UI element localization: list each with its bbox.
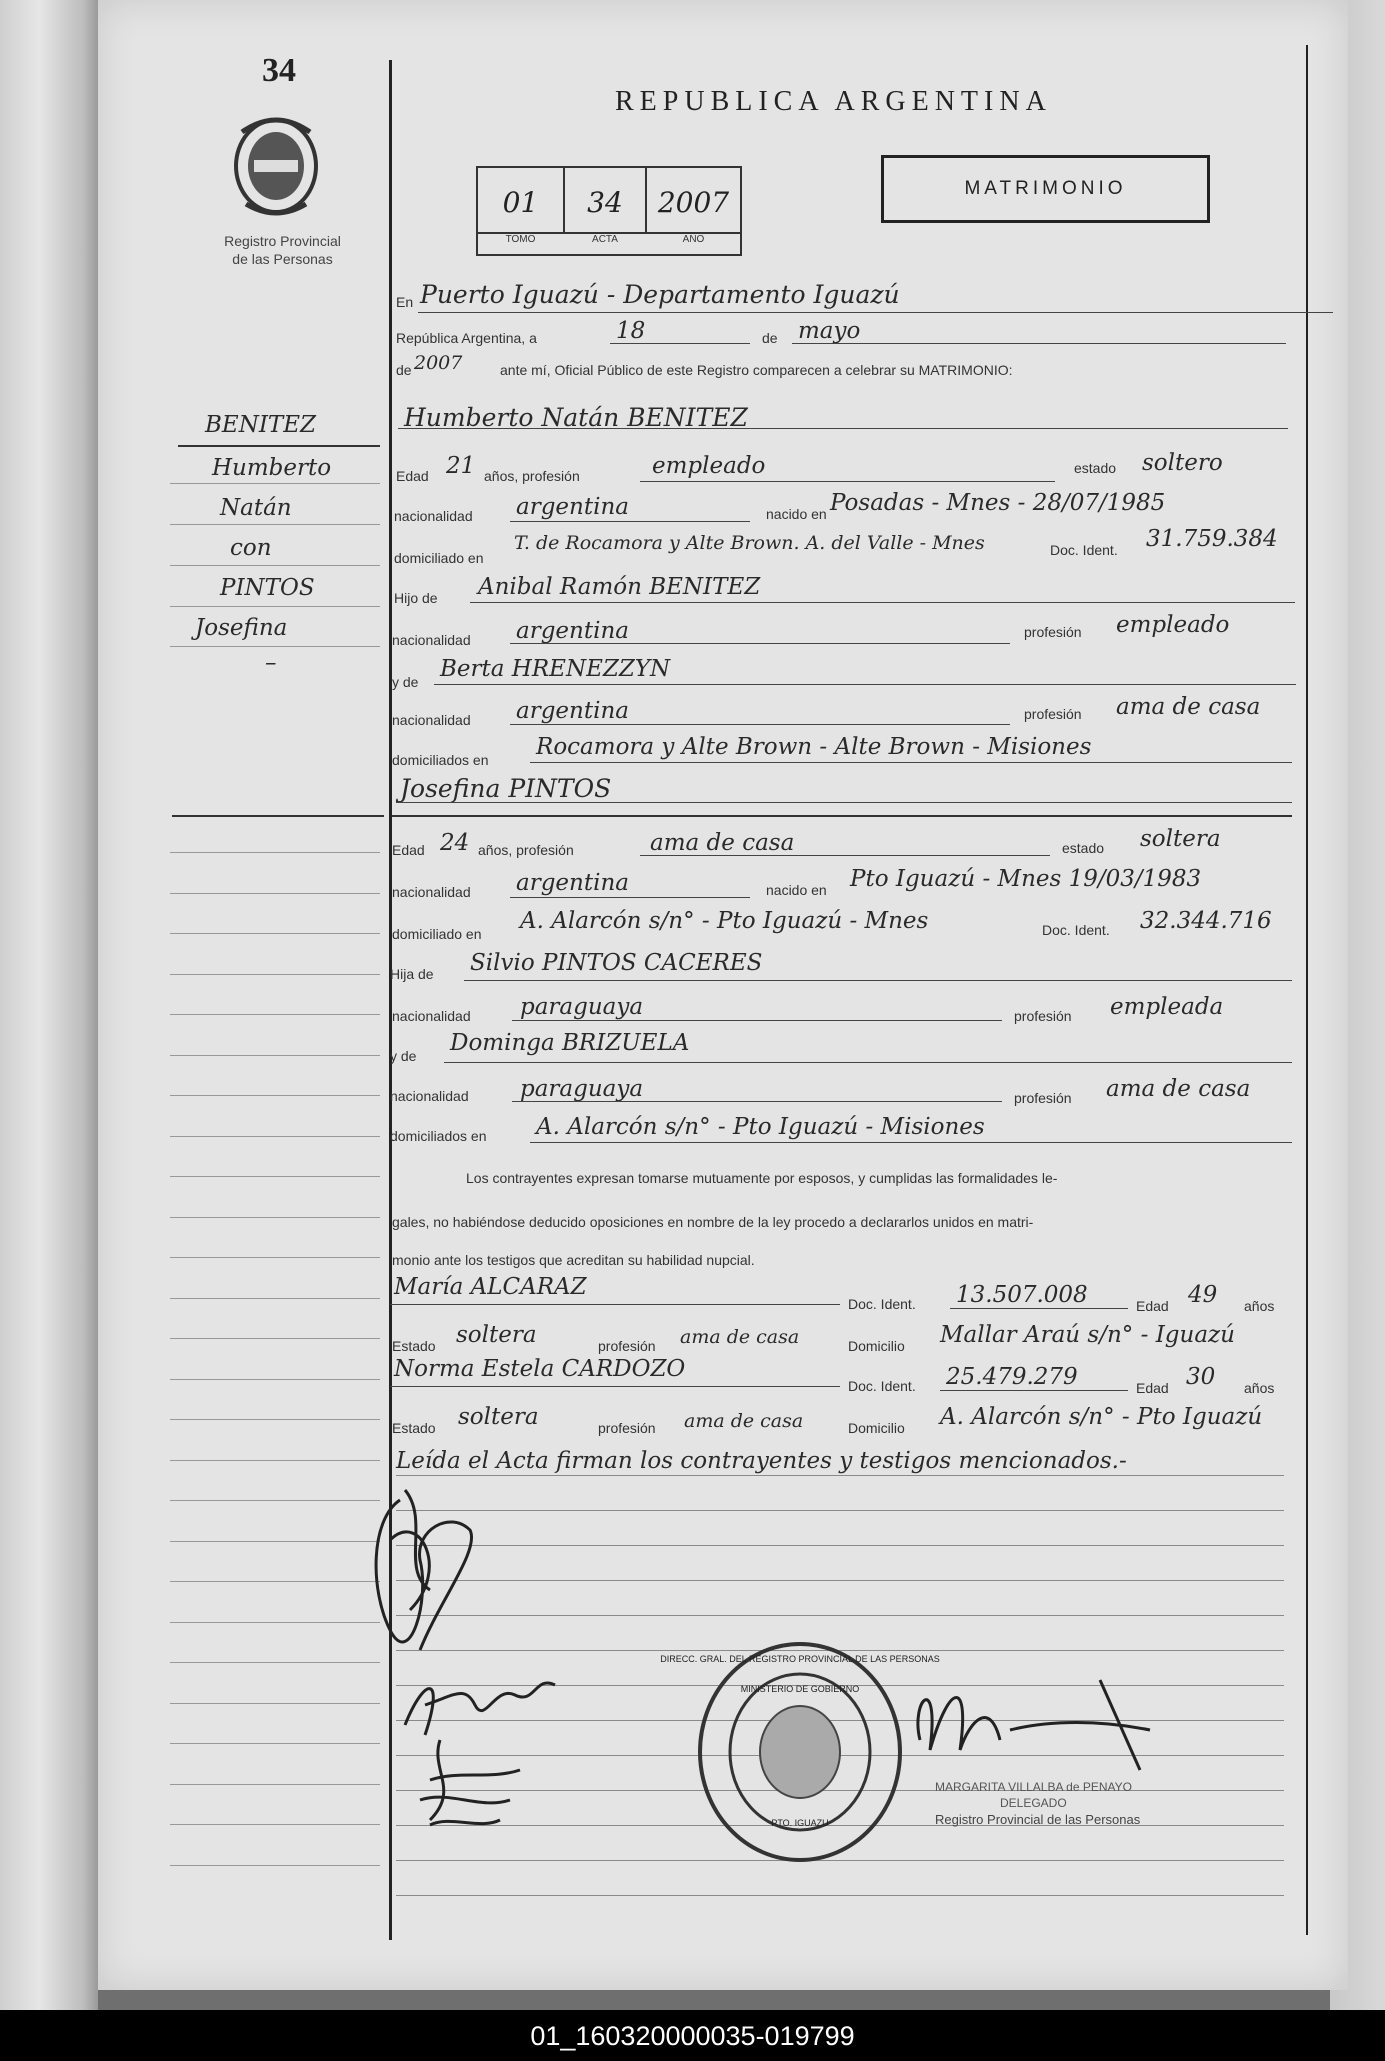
en-label: En <box>396 294 414 310</box>
groom-father-nat-label: nacionalidad <box>392 632 471 648</box>
bride-estado-label: estado <box>1062 840 1105 856</box>
margin-surname-1: BENITEZ <box>205 412 317 438</box>
witness2-estado: soltera <box>458 1404 539 1430</box>
groom-mother-nationality: argentina <box>516 698 629 724</box>
margin-rule-line <box>170 1865 380 1866</box>
bride-anos-label: años, profesión <box>478 842 574 858</box>
country-title: REPUBLICA ARGENTINA <box>615 86 1052 117</box>
signature-rule-line <box>396 1895 1284 1896</box>
bride-yde-label: y de <box>390 1048 417 1064</box>
margin-name-3: Josefina <box>195 615 288 641</box>
groom-mother: Berta HRENEZZYN <box>440 656 671 682</box>
signature-rule-line <box>396 1545 1284 1546</box>
witness-signature <box>400 1730 560 1840</box>
groom-doc: 31.759.384 <box>1146 526 1278 552</box>
bride-mother-prof-label: profesión <box>1014 1090 1072 1106</box>
intro-place: Puerto Iguazú - Departamento Iguazú <box>420 280 900 309</box>
witness2-estado-label: Estado <box>392 1420 436 1436</box>
groom-nat-label: nacionalidad <box>394 508 473 524</box>
right-border-line <box>1306 45 1308 1935</box>
witness1-profession: ama de casa <box>680 1326 800 1348</box>
margin-rule-line <box>170 1541 380 1542</box>
margin-rule-line <box>170 974 380 975</box>
witness1-dom-label: Domicilio <box>848 1338 905 1354</box>
groom-father: Anibal Ramón BENITEZ <box>478 574 761 600</box>
bride-profession: ama de casa <box>650 830 795 856</box>
margin-name-1: Humberto <box>212 455 332 481</box>
stamp-inner-text: MINISTERIO DE GOBIERNO <box>740 1684 860 1694</box>
signature-rule-line <box>396 1615 1284 1616</box>
groom-mother-profession: ama de casa <box>1116 694 1261 720</box>
groom-hijo-label: Hijo de <box>394 590 438 606</box>
witness1-estado-label: Estado <box>392 1338 436 1354</box>
margin-rule-line <box>170 1419 380 1420</box>
signature-rule-line <box>396 1475 1284 1476</box>
page-number: 34 <box>262 52 296 89</box>
groom-dom-label: domiciliado en <box>394 550 484 566</box>
groom-age: 21 <box>446 453 476 479</box>
groom-mother-nat-label: nacionalidad <box>392 712 471 728</box>
margin-rule-line <box>170 1581 380 1582</box>
margin-rule-line <box>170 1257 380 1258</box>
witness2-doc: 25.479.279 <box>946 1364 1078 1390</box>
margin-rule-line <box>170 1379 380 1380</box>
bride-father-nat-label: nacionalidad <box>392 1008 471 1024</box>
signature-rule-line <box>396 1580 1284 1581</box>
bride-age: 24 <box>440 830 470 856</box>
witness1-address: Mallar Araú s/n° - Iguazú <box>940 1322 1235 1348</box>
official-signature <box>900 1660 1160 1770</box>
bride-parents-dom-label: domiciliados en <box>390 1128 487 1144</box>
acta-label: ACTA <box>592 234 618 245</box>
groom-doc-label: Doc. Ident. <box>1050 542 1118 558</box>
official-role: DELEGADO <box>1000 1796 1067 1810</box>
scan-footer <box>0 2010 1385 2061</box>
groom-signature <box>360 1480 490 1680</box>
witness2-prof-label: profesión <box>598 1420 656 1436</box>
witness1-edad-label: Edad <box>1136 1298 1169 1314</box>
margin-surname-2: PINTOS <box>220 575 315 601</box>
margin-rule-line <box>170 1460 380 1461</box>
witness1-doc-label: Doc. Ident. <box>848 1296 916 1312</box>
declaration-line-1: Los contrayentes expresan tomarse mutuamente por esposos, y cumplidas las formalidades le- <box>466 1170 1058 1186</box>
intro-month: mayo <box>798 318 861 344</box>
year-label: de <box>396 362 412 378</box>
margin-con: con <box>230 535 272 561</box>
bride-father: Silvio PINTOS CACERES <box>470 950 763 976</box>
groom-father-prof-label: profesión <box>1024 624 1082 640</box>
bride-parents-address: A. Alarcón s/n° - Pto Iguazú - Misiones <box>536 1114 985 1140</box>
bride-edad-label: Edad <box>392 842 425 858</box>
republica-label: República Argentina, a <box>396 330 537 346</box>
tomo-value: 01 <box>502 186 539 219</box>
groom-estado: soltero <box>1142 450 1223 476</box>
margin-rule-line <box>170 852 380 853</box>
witness2-name: Norma Estela CARDOZO <box>394 1356 686 1382</box>
margin-rule-line <box>170 1055 380 1056</box>
witness1-doc: 13.507.008 <box>956 1282 1088 1308</box>
declaration-line-2: gales, no habiéndose deducido oposiciones en nombre de la ley procedo a declararlos unidos en matri- <box>392 1214 1034 1230</box>
bride-nacido-label: nacido en <box>766 882 827 898</box>
margin-rule-line <box>170 1784 380 1785</box>
ante-text: ante mí, Oficial Público de este Registro comparecen a celebrar su MATRIMONIO: <box>500 362 1013 378</box>
margin-rule-line <box>170 1298 380 1299</box>
bride-doc: 32.344.716 <box>1140 908 1272 934</box>
bride-name: Josefina PINTOS <box>400 774 612 803</box>
witness2-dom-label: Domicilio <box>848 1420 905 1436</box>
act-number-box <box>476 166 742 256</box>
margin-rule-line <box>170 1176 380 1177</box>
margin-rule-line <box>170 1136 380 1137</box>
margin-rule-line <box>170 933 380 934</box>
document-type-box <box>881 155 1210 223</box>
official-name: MARGARITA VILLALBA de PENAYO <box>935 1780 1132 1794</box>
margin-rule-line <box>170 1622 380 1623</box>
groom-mother-prof-label: profesión <box>1024 706 1082 722</box>
signature-rule-line <box>396 1510 1284 1511</box>
bride-nat-label: nacionalidad <box>392 884 471 900</box>
registry-label: Registro Provincial de las Personas <box>224 233 341 267</box>
bride-address: A. Alarcón s/n° - Pto Iguazú - Mnes <box>520 908 929 934</box>
bride-born: Pto Iguazú - Mnes 19/03/1983 <box>850 866 1202 892</box>
tomo-label: TOMO <box>505 234 536 245</box>
margin-rule-line <box>170 1095 380 1096</box>
margin-rule-line <box>170 1217 380 1218</box>
witness1-anos-label: años <box>1244 1298 1275 1314</box>
bride-dom-label: domiciliado en <box>392 926 482 942</box>
witness2-profession: ama de casa <box>684 1410 804 1432</box>
intro-year: 2007 <box>414 352 463 374</box>
witness2-age: 30 <box>1186 1364 1216 1390</box>
provincial-coat-of-arms-icon <box>232 112 320 220</box>
groom-father-nationality: argentina <box>516 618 629 644</box>
groom-parents-dom-label: domiciliados en <box>392 752 489 768</box>
book-binding-left <box>0 0 98 2010</box>
intro-day: 18 <box>616 318 646 344</box>
margin-rule-line <box>170 1703 380 1704</box>
anio-value: 2007 <box>657 186 730 219</box>
margin-rule-line <box>170 1014 380 1015</box>
margin-rule-line <box>170 1743 380 1744</box>
bride-father-prof-label: profesión <box>1014 1008 1072 1024</box>
witness1-prof-label: profesión <box>598 1338 656 1354</box>
document-type: MATRIMONIO <box>964 178 1127 199</box>
groom-parents-address: Rocamora y Alte Brown - Alte Brown - Misiones <box>536 734 1092 760</box>
groom-profession: empleado <box>652 453 766 479</box>
margin-rule-line <box>170 1824 380 1825</box>
scan-id: 01_160320000035-019799 <box>530 2021 855 2051</box>
margin-name-2: Natán <box>220 495 292 521</box>
witness2-address: A. Alarcón s/n° - Pto Iguazú <box>940 1404 1263 1430</box>
bride-estado: soltera <box>1140 826 1221 852</box>
witness1-name: María ALCARAZ <box>394 1274 587 1300</box>
groom-nationality: argentina <box>516 494 629 520</box>
bride-nationality: argentina <box>516 870 629 896</box>
official-registry: Registro Provincial de las Personas <box>935 1812 1141 1827</box>
groom-address: T. de Rocamora y Alte Brown. A. del Valle - Mnes <box>514 532 985 554</box>
witness2-anos-label: años <box>1244 1380 1275 1396</box>
margin-rule-line <box>170 1662 380 1663</box>
bride-mother-nationality: paraguaya <box>520 1076 644 1102</box>
declaration-line-3: monio ante los testigos que acreditan su habilidad nupcial. <box>392 1252 755 1268</box>
witness1-age: 49 <box>1188 1282 1218 1308</box>
groom-nacido-label: nacido en <box>766 506 827 522</box>
witness2-doc-label: Doc. Ident. <box>848 1378 916 1394</box>
groom-yde-label: y de <box>392 674 419 690</box>
acta-value: 34 <box>587 186 623 219</box>
bride-hija-label: Hija de <box>390 966 434 982</box>
bride-mother: Dominga BRIZUELA <box>450 1030 690 1056</box>
margin-rule-line <box>170 893 380 894</box>
groom-edad-label: Edad <box>396 468 429 484</box>
groom-born: Posadas - Mnes - 28/07/1985 <box>830 490 1166 516</box>
groom-estado-label: estado <box>1074 460 1117 476</box>
stamp-outer-text: DIRECC. GRAL. DEL REGISTRO PROVINCIAL DE LAS PERSONAS <box>660 1654 940 1664</box>
stamp-bottom-text: PTO. IGUAZU <box>771 1818 829 1828</box>
anio-label: AÑO <box>682 234 705 245</box>
registry-stamp <box>660 1640 940 1865</box>
de-label: de <box>762 330 778 346</box>
witness1-estado: soltera <box>456 1322 537 1348</box>
bride-father-nationality: paraguaya <box>520 994 644 1020</box>
bride-doc-label: Doc. Ident. <box>1042 922 1110 938</box>
bride-mother-profession: ama de casa <box>1106 1076 1251 1102</box>
groom-father-profession: empleado <box>1116 612 1230 638</box>
bride-father-profession: empleada <box>1110 994 1224 1020</box>
margin-dash: – <box>265 650 277 676</box>
groom-name: Humberto Natán BENITEZ <box>404 403 748 432</box>
margin-rule-line <box>170 1338 380 1339</box>
bride-mother-nat-label: nacionalidad <box>390 1088 469 1104</box>
groom-anos-label: años, profesión <box>484 468 580 484</box>
witness2-edad-label: Edad <box>1136 1380 1169 1396</box>
margin-rule-line <box>170 1500 380 1501</box>
closing-note: Leída el Acta firman los contrayentes y testigos mencionados.- <box>396 1448 1127 1474</box>
